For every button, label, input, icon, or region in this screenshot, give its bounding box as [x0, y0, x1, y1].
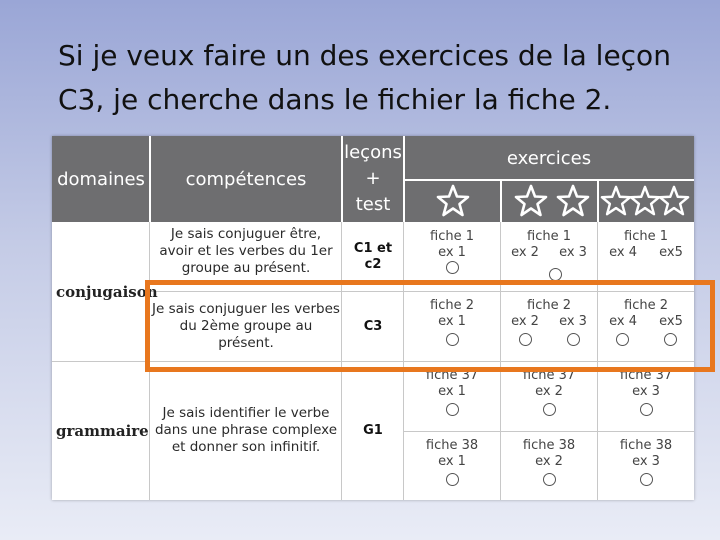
star-icon — [436, 184, 470, 218]
header-exercices: exercices — [404, 136, 694, 180]
checkbox-circle[interactable] — [446, 473, 459, 486]
checkbox-circle[interactable] — [543, 403, 556, 416]
checkbox-circle[interactable] — [446, 403, 459, 416]
exercise-cell: fiche 2 ex 1 — [404, 298, 500, 358]
grid-line — [404, 431, 694, 432]
exercise-cell: fiche 37 ex 1 — [404, 368, 500, 428]
lecon-code: C3 — [363, 318, 383, 334]
exercise-cell: fiche 2 ex 2 ex 3 — [501, 298, 597, 358]
header-divider — [597, 180, 599, 222]
slide-title: Si je veux faire un des exercices de la leçon C3, je cherche dans le fichier la fiche 2. — [58, 39, 671, 116]
header-competences: compétences — [150, 136, 342, 222]
star-icon — [658, 184, 690, 218]
star-icon — [514, 184, 548, 218]
header-divider — [341, 136, 343, 222]
competence-text: Je sais identifier le verbe dans une phrase complexe et donner son infinitif. — [154, 404, 338, 455]
lecon-code: G1 — [363, 423, 383, 438]
exercise-cell: fiche 1 ex 2 ex 3 — [511, 229, 587, 260]
header-divider — [500, 180, 502, 222]
exercise-cell: fiche 37 ex 3 — [598, 368, 694, 428]
exercise-cell: fiche 2 ex 4 ex5 — [598, 298, 694, 358]
header-divider — [149, 136, 151, 222]
lecon-code: C1 et c2 — [353, 240, 393, 272]
checkbox-circle[interactable] — [640, 473, 653, 486]
competence-text: Je sais conjuguer les verbes du 2ème groupe au présent. — [152, 300, 340, 351]
star-icon — [600, 184, 632, 218]
exercise-cell: fiche 38 ex 3 — [598, 438, 694, 498]
star-icon — [556, 184, 590, 218]
checkbox-circle[interactable] — [543, 473, 556, 486]
exercise-cell: fiche 1 ex 4 ex5 — [609, 229, 683, 260]
domain-conjugaison: conjugaison — [56, 282, 158, 301]
exercise-cell: fiche 37 ex 2 — [501, 368, 597, 428]
header-divider — [404, 179, 694, 181]
exercise-cell: fiche 38 ex 2 — [501, 438, 597, 498]
competence-text: Je sais conjuguer être, avoir et les verbes du 1er groupe au présent. — [159, 226, 333, 276]
domain-grammaire: grammaire — [56, 421, 149, 440]
checkbox-circle[interactable] — [640, 403, 653, 416]
exercise-cell: fiche 38 ex 1 — [404, 438, 500, 498]
exercise-cell: fiche 1 ex 1 — [404, 229, 500, 289]
highlight-box — [145, 280, 715, 372]
header-domaines: domaines — [52, 136, 150, 222]
checkbox-circle[interactable] — [446, 261, 459, 274]
header-lecons-test: leçons + test — [342, 136, 404, 222]
star-icon — [629, 184, 661, 218]
